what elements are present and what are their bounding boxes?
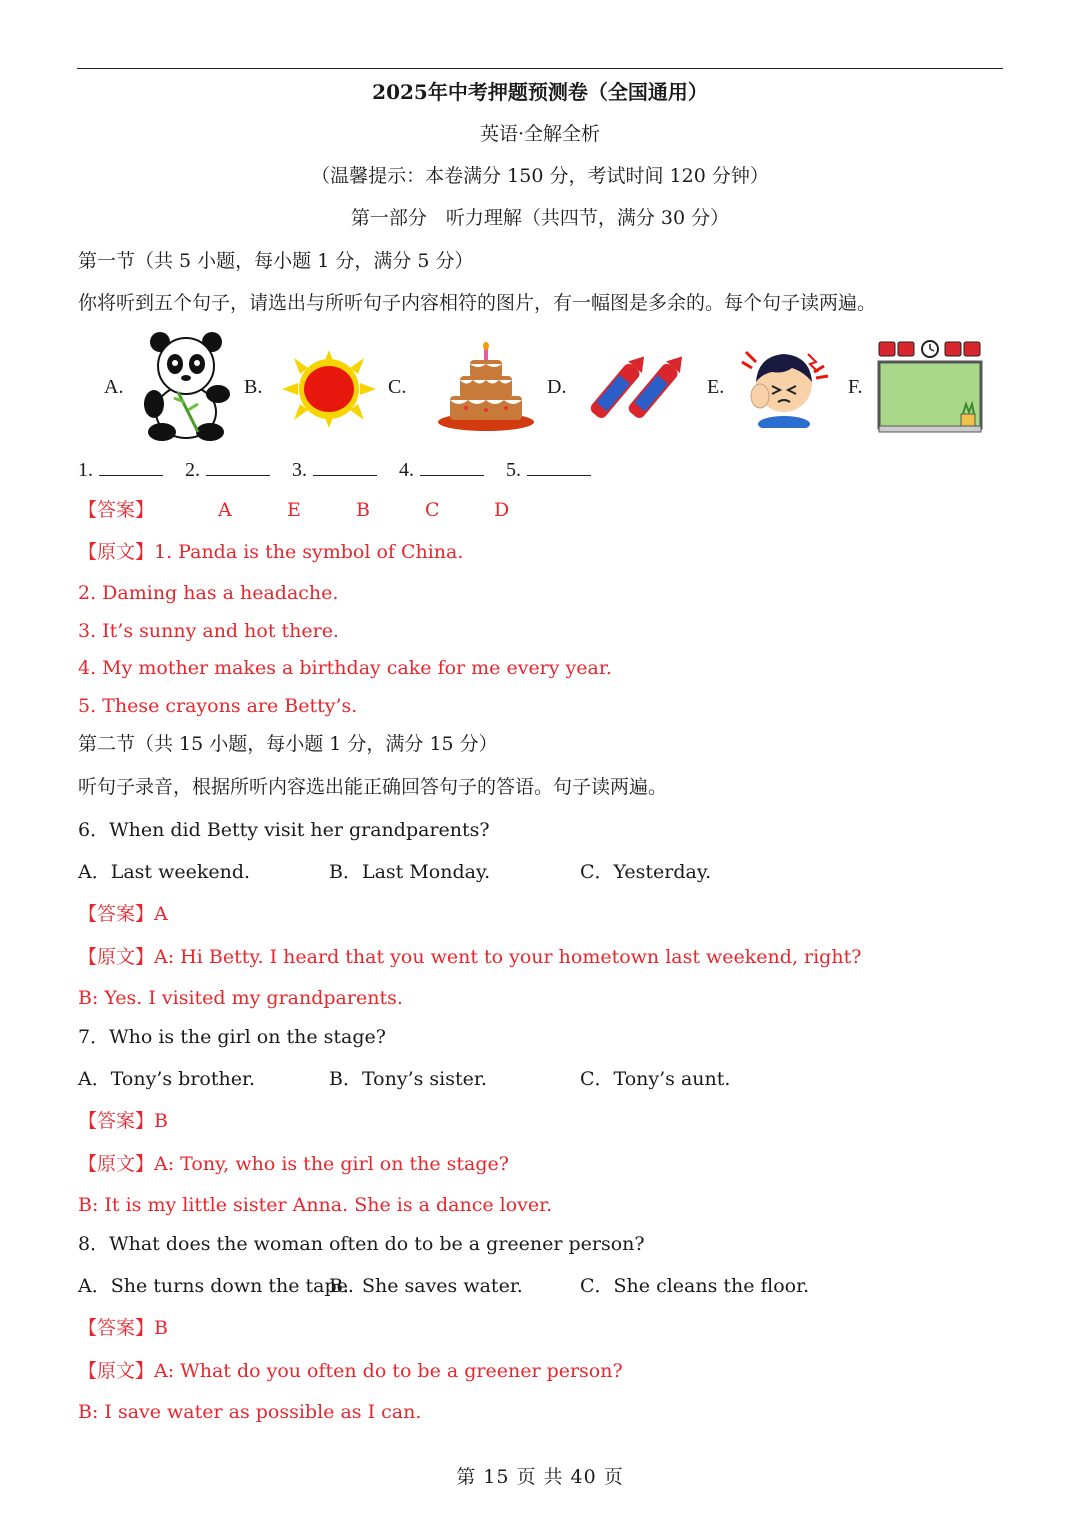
- panda-icon: [138, 332, 234, 442]
- answer-tag: 【答案】: [78, 903, 155, 925]
- transcript-6-b: B: Yes. I visited my grandparents.: [78, 987, 403, 1009]
- picture-label-d: D.: [547, 376, 567, 398]
- section2-instruction: 听句子录音，根据所听内容选出能正确回答句子的答语。句子读两遍。: [78, 776, 668, 798]
- crayons-icon: [586, 348, 696, 428]
- answer-value: B: [154, 1110, 168, 1132]
- sun-icon: [282, 350, 376, 428]
- transcript-line: [78, 539, 463, 565]
- section1-answers: [78, 497, 563, 523]
- options-8: [78, 1273, 809, 1299]
- transcript-tag: 【原文】: [78, 946, 155, 968]
- part-heading: 第一部分 听力理解（共四节，满分 30 分）: [350, 207, 730, 229]
- question-8: 8．What does the woman often do to be a greener person?: [78, 1233, 645, 1255]
- classroom-board-icon: [877, 340, 983, 434]
- transcript-6: [78, 944, 861, 970]
- picture-label-a: A.: [104, 376, 124, 398]
- option-b: B．Last Monday.: [329, 861, 491, 883]
- answer-value: B: [356, 499, 370, 521]
- blank-label: 3.: [292, 459, 307, 481]
- subtitle: 英语·全解全析: [479, 123, 601, 145]
- answer-value: B: [154, 1317, 168, 1339]
- section1-heading: 第一节（共 5 小题，每小题 1 分，满分 5 分）: [78, 250, 474, 272]
- picture-label-f: F.: [848, 376, 863, 398]
- headache-boy-icon: [738, 344, 834, 428]
- page-number: 第 15 页 共 40 页: [456, 1466, 624, 1488]
- answer-8: [78, 1315, 168, 1341]
- option-b: B．She saves water.: [329, 1275, 523, 1297]
- transcript-8: [78, 1358, 623, 1384]
- transcript-tag: 【原文】: [78, 1360, 155, 1382]
- answer-value: A: [154, 903, 168, 925]
- transcript-text: 1. Panda is the symbol of China.: [154, 541, 464, 563]
- answer-tag: 【答案】: [78, 1317, 155, 1339]
- option-c: C．Yesterday.: [580, 861, 712, 883]
- picture-label-e: E.: [707, 376, 725, 398]
- answer-value: D: [494, 499, 510, 521]
- option-a: A．Last weekend.: [78, 861, 251, 883]
- transcript-tag: 【原文】: [78, 541, 155, 563]
- cake-icon: [436, 342, 536, 432]
- transcript-line: 2. Daming has a headache.: [78, 582, 339, 604]
- option-b: B．Tony’s sister.: [329, 1068, 487, 1090]
- blank-label: 4.: [399, 459, 414, 481]
- transcript-line: 3. It’s sunny and hot there.: [78, 620, 339, 642]
- transcript-line: 4. My mother makes a birthday cake for me every year.: [78, 657, 612, 679]
- option-a: A．Tony’s brother.: [78, 1068, 255, 1090]
- answer-blank: [313, 457, 377, 476]
- answer-7: [78, 1108, 168, 1134]
- options-7: [78, 1066, 730, 1092]
- header-rule: [77, 68, 1003, 69]
- question-6: 6．When did Betty visit her grandparents?: [78, 819, 490, 841]
- answer-tag: 【答案】: [78, 499, 155, 521]
- transcript-7-b: B: It is my little sister Anna. She is a dance lover.: [78, 1194, 553, 1216]
- transcript-text: A: What do you often do to be a greener person?: [154, 1360, 623, 1382]
- option-c: C．She cleans the floor.: [580, 1275, 810, 1297]
- tip: （温馨提示：本卷满分 150 分，考试时间 120 分钟）: [311, 165, 769, 187]
- transcript-text: A: Tony, who is the girl on the stage?: [154, 1153, 509, 1175]
- answer-blank: [527, 457, 591, 476]
- transcript-8-b: B: I save water as possible as I can.: [78, 1401, 422, 1423]
- answer-blank: [206, 457, 270, 476]
- blank-label: 1.: [78, 459, 93, 481]
- picture-label-b: B.: [244, 376, 263, 398]
- blanks-row: [78, 457, 613, 483]
- question-7: 7．Who is the girl on the stage?: [78, 1026, 386, 1048]
- option-a: A．She turns down the tape.: [78, 1275, 354, 1297]
- answer-value: A: [218, 499, 232, 521]
- blank-label: 5.: [506, 459, 521, 481]
- picture-label-c: C.: [388, 376, 407, 398]
- page-title: 2025年中考押题预测卷（全国通用）: [372, 80, 708, 104]
- transcript-7: [78, 1151, 509, 1177]
- answer-value: E: [287, 499, 301, 521]
- transcript-line: 5. These crayons are Betty’s.: [78, 695, 358, 717]
- answer-blank: [420, 457, 484, 476]
- transcript-tag: 【原文】: [78, 1153, 155, 1175]
- answer-value: C: [425, 499, 440, 521]
- section2-heading: 第二节（共 15 小题，每小题 1 分，满分 15 分）: [78, 733, 498, 755]
- answer-blank: [99, 457, 163, 476]
- section1-instruction: 你将听到五个句子，请选出与所听句子内容相符的图片，有一幅图是多余的。每个句子读两遍。: [78, 292, 877, 314]
- answer-tag: 【答案】: [78, 1110, 155, 1132]
- transcript-text: A: Hi Betty. I heard that you went to your hometown last weekend, right?: [154, 946, 862, 968]
- option-c: C．Tony’s aunt.: [580, 1068, 731, 1090]
- blank-label: 2.: [185, 459, 200, 481]
- answer-6: [78, 901, 168, 927]
- options-6: [78, 859, 711, 885]
